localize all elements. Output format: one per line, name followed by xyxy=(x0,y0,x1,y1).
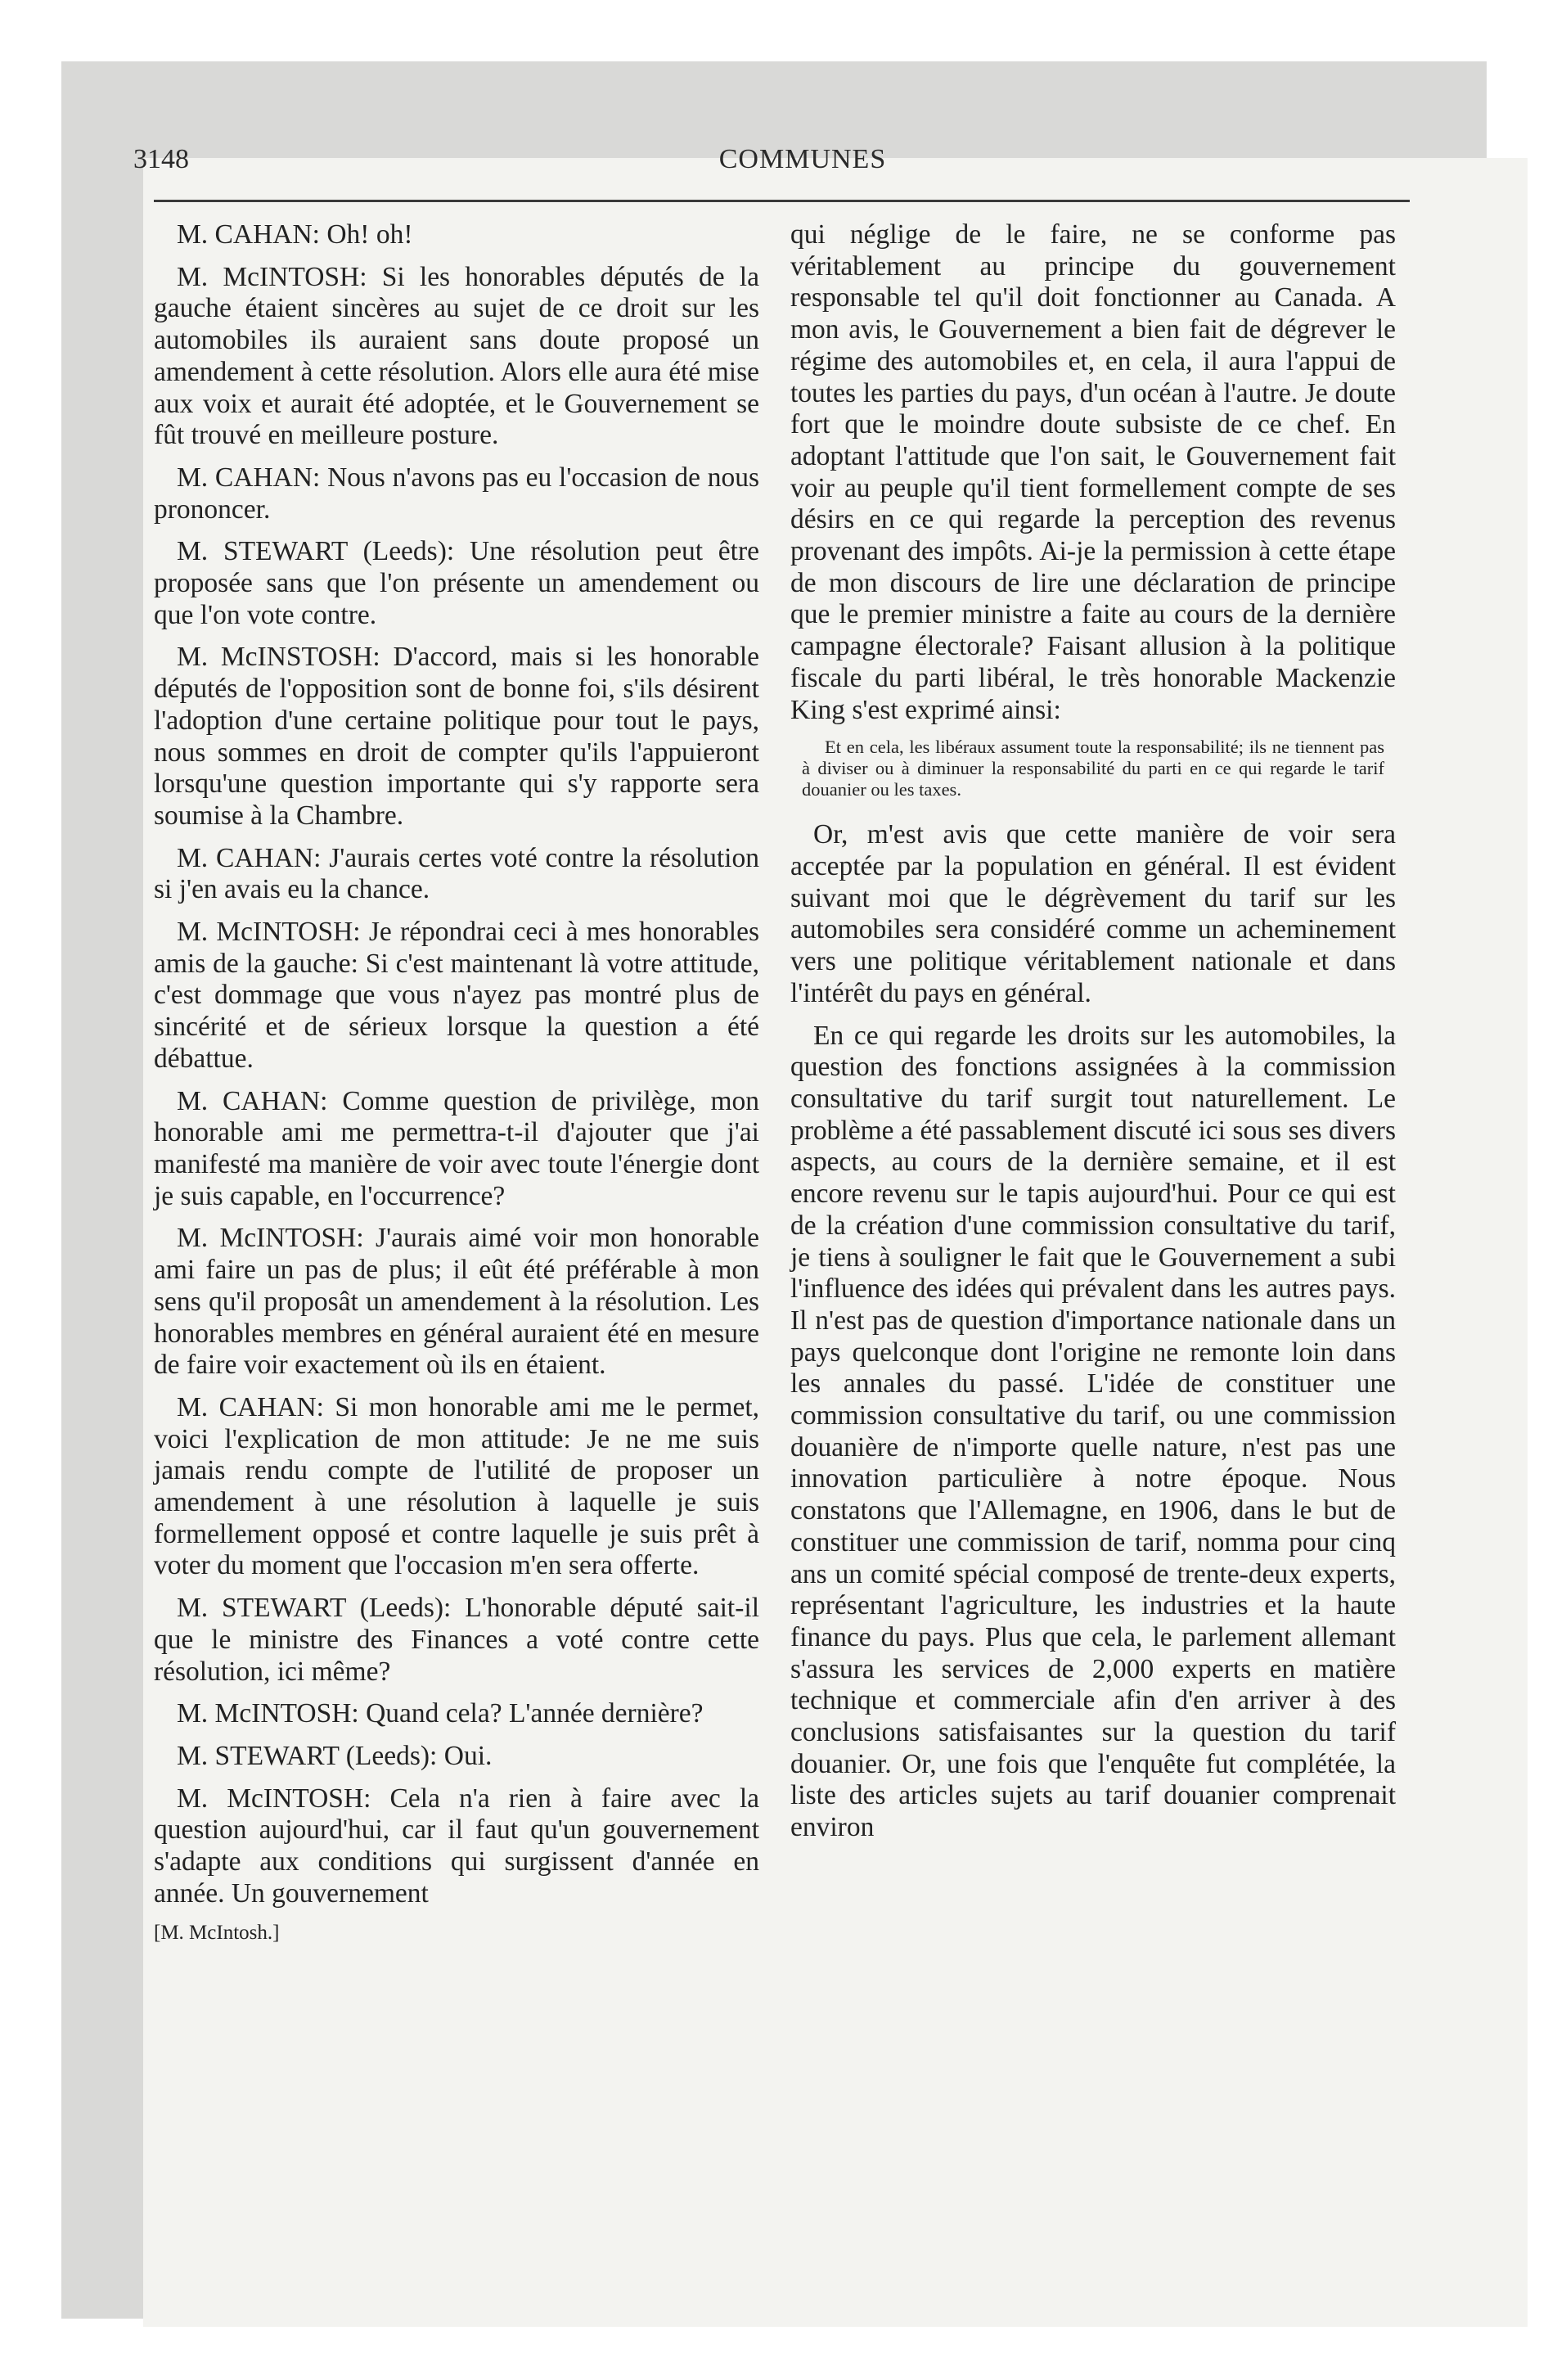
speech-text: Quand cela? L'année dernière? xyxy=(366,1698,704,1729)
speaker-name: M. McINTOSH: xyxy=(177,917,361,948)
speech-text: Je répondrai ceci à mes honorables amis de la gauche: Si c'est maintenant là votre attitude, c'est dommage que vous n'ayez pas montré plus de sincérité et de sérieux lorsque la question a été débattue. xyxy=(154,917,759,1074)
speech-text: D'accord, mais si les honorable députés de l'opposition sont de bonne foi, s'ils désirent l'adoption d'une certaine politique pour tout le pays, nous sommes en droit de compter qu'ils l'appuieront lorsqu'une question importante qui s'y rapporte sera soumise à la Chambre. xyxy=(154,642,760,831)
speech-text: Oh! oh! xyxy=(326,219,413,250)
speaker-name: M. CAHAN: xyxy=(177,219,320,250)
speaker-name: M. STEWART (Leeds): xyxy=(177,1593,452,1624)
speech-text: Cela n'a rien à faire avec la question aujourd'hui, car il faut qu'un gouvernement s'adapte aux conditions qui surgissent d'année en année. Un gouvernement xyxy=(154,1783,759,1909)
speaker-name: M. STEWART (Leeds): xyxy=(177,1740,438,1771)
speech-paragraph xyxy=(154,219,759,251)
speaker-name: M. CAHAN: xyxy=(177,462,321,493)
speech-text: Si les honorables députés de la gauche étaient sincères au sujet de ce droit sur les automobiles ils auraient sans doute proposé un amendement à cette résolution. Alors elle aura été mise aux voix et aurait été adoptée, et le Gouvernement se fût trouvé en meilleure posture. xyxy=(154,261,759,451)
speech-text: Comme question de privilège, mon honorable ami me permettra-t-il d'ajouter que j'ai manifesté ma manière de voir avec toute l'énergie dont je suis capable, en l'occurrence? xyxy=(154,1085,760,1211)
speaker-name: M. McINTOSH: xyxy=(177,1698,359,1729)
speech-paragraph xyxy=(154,1223,759,1382)
speaker-name: M. STEWART (Leeds): xyxy=(177,536,455,567)
speaker-name: M. CAHAN: xyxy=(177,842,322,873)
speech-paragraph xyxy=(154,1392,759,1582)
continued-paragraph: qui néglige de le faire, ne se conforme pas véritablement au principe du gouvernement responsable tel qu'il doit fonctionner au Canada. A mon avis, le Gouvernement a bien fait de dégrever le régime des automobiles et, en cela, il aura l'appui de toutes les parties du pays, d'un océan à l'autre. Je doute fort que le moindre doute subsiste de ce chef. En adoptant l'attitude que l'on sait, le Gouvernement fait voir au peuple qu'il tient formellement compte de ses désirs en ce qui regarde la perception des revenus provenant des impôts. Ai-je la permission à cette étape de mon discours de lire une déclaration de principe que le premier ministre a faite au cours de la dernière campagne électorale? Faisant allusion à la politique fiscale du parti libéral, le très honorable Mackenzie King s'est exprimé ainsi: xyxy=(790,219,1396,725)
speech-paragraph xyxy=(154,1783,759,1910)
speech-paragraph xyxy=(154,642,759,832)
speech-text: Oui. xyxy=(443,1740,493,1771)
header-rule xyxy=(154,200,1410,202)
speech-paragraph xyxy=(154,262,759,452)
speaker-name: M. McINTOSH: xyxy=(177,1783,371,1814)
speaker-name: M. CAHAN: xyxy=(177,1391,324,1422)
left-column xyxy=(154,219,759,1957)
speaker-name: M. McINTOSH: xyxy=(177,1223,364,1254)
speech-text: L'honorable député sait-il que le ministre des Finances a voté contre cette résolution, ici même? xyxy=(154,1593,760,1687)
speech-paragraph xyxy=(154,1593,759,1688)
speech-paragraph xyxy=(154,1741,759,1773)
speech-text: J'aurais aimé voir mon honorable ami faire un pas de plus; il eût été préférable à mon sens qu'il proposât un amendement à la résolution. Les honorables membres en général auraient été en mesure de faire voir exactement où ils en étaient. xyxy=(154,1223,759,1381)
right-column xyxy=(790,219,1396,1855)
speech-paragraph xyxy=(154,536,759,631)
speech-paragraph xyxy=(154,917,759,1075)
speaker-signature: [M. McIntosh.] xyxy=(154,1922,280,1945)
speech-paragraph xyxy=(154,462,759,525)
speech-paragraph xyxy=(154,1086,759,1213)
running-head: COMMUNES xyxy=(718,144,887,174)
speech-text: J'aurais certes voté contre la résolution si j'en avais eu la chance. xyxy=(154,842,759,905)
speech-text: Une résolution peut être proposée sans que l'on présente un amendement ou que l'on vote contre. xyxy=(154,536,759,630)
speech-paragraph xyxy=(154,1698,759,1730)
quotation: Et en cela, les libéraux assument toute la responsabilité; ils ne tiennent pas à diviser ou à diminuer la responsabilité du parti en ce qui regarde le tarif douanier ou les taxes. xyxy=(802,737,1384,800)
speech-text: Si mon honorable ami me le permet, voici l'explication de mon attitude: Je ne me suis jamais rendu compte de l'utilité de proposer un amendement à une résolution à laquelle je suis formellement opposé et contre laquelle je suis prêt à voter du moment que l'occasion m'en sera offerte. xyxy=(154,1391,759,1581)
speech-text: Nous n'avons pas eu l'occasion de nous prononcer. xyxy=(154,462,759,525)
speaker-name: M. McINSTOSH: xyxy=(177,642,380,673)
speaker-name: M. McINTOSH: xyxy=(177,261,367,292)
speech-paragraph xyxy=(154,843,759,906)
page-number: 3148 xyxy=(133,144,189,174)
speaker-name: M. CAHAN: xyxy=(177,1085,328,1116)
body-paragraph: En ce qui regarde les droits sur les automobiles, la question des fonctions assignées à la commission consultative du tarif surgit tout naturellement. Le problème a été passablement discuté ici sous ses divers aspects, au cours de la dernière semaine, et il est encore revenu sur le tapis aujourd'hui. Pour ce qui est de la création d'une commission consultative du tarif, je tiens à souligner le fait que le Gouvernement a subi l'influence des idées qui prévalent dans les autres pays. Il n'est pas de question d'importance nationale dans un pays quelconque dont l'origine ne remonte loin dans les annales du passé. L'idée de constituer une commission consultative du tarif, ou une commission douanière de n'importe quelle nature, n'est pas une innovation particulière à notre époque. Nous constatons que l'Allemagne, en 1906, dans le but de constituer une commission de tarif, nomma pour cinq ans un comité spécial composé de trente-deux experts, représentant l'agriculture, les industries et la haute finance du pays. Plus que cela, le parlement allemant s'assura les services de 2,000 experts en matière technique et commerciale afin d'en arriver à des conclusions satisfaisantes sur la question du tarif douanier. Or, une fois que l'enquête fut complétée, la liste des articles sujets au tarif douanier comprenait environ xyxy=(790,1020,1396,1843)
body-paragraph: Or, m'est avis que cette manière de voir sera acceptée par la population en général. Il est évident suivant moi que le dégrèvement du tarif sur les automobiles sera considéré comme un acheminement vers une politique véritablement nationale et dans l'intérêt du pays en général. xyxy=(790,819,1396,1008)
page-header xyxy=(133,144,1472,187)
